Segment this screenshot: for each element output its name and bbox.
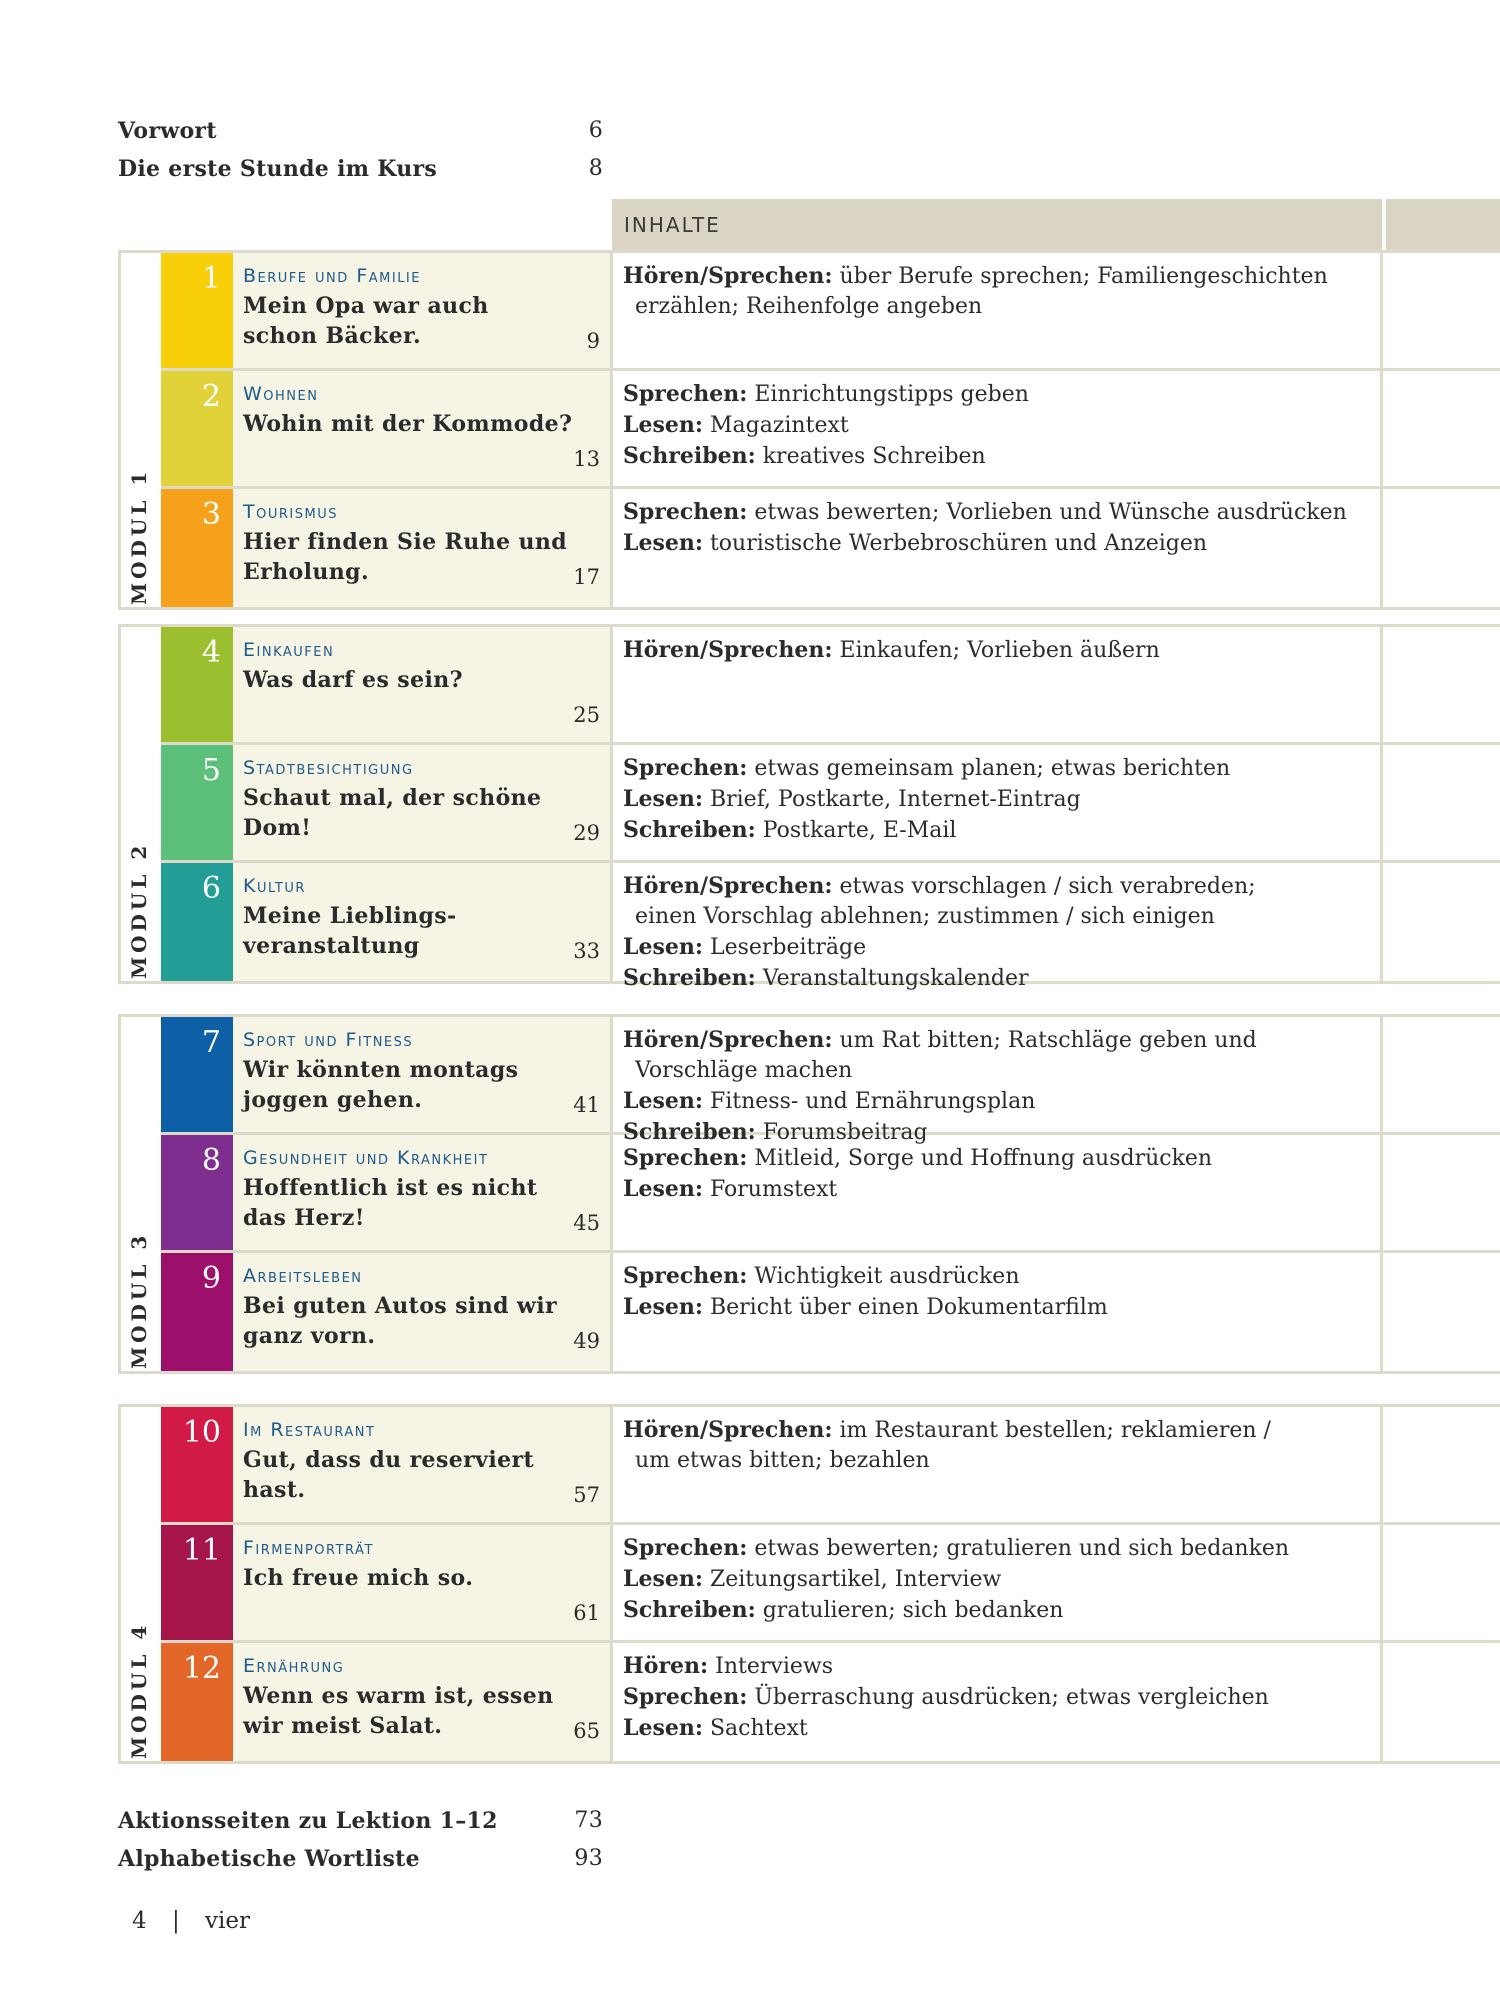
toc-entry-label: Aktionsseiten zu Lektion 1–12 bbox=[118, 1808, 498, 1834]
content-skill: Lesen: bbox=[623, 1294, 703, 1320]
lesson-title: Ich freue mich so. bbox=[243, 1565, 474, 1591]
footer-page-word: vier bbox=[205, 1908, 250, 1934]
lesson-title-cell bbox=[233, 489, 613, 607]
lesson-title-cell bbox=[233, 1017, 613, 1132]
content-skill: Sprechen: bbox=[623, 1145, 748, 1171]
inhalte-header-label: INHALTE bbox=[624, 213, 721, 237]
content-skill: Sprechen: bbox=[623, 499, 748, 525]
lesson-title-cell bbox=[233, 1643, 613, 1761]
content-text: etwas vorschlagen / sich verabreden; bbox=[832, 874, 1256, 899]
modul-label-text: MODUL 1 bbox=[127, 467, 151, 605]
lesson-title: Schaut mal, der schöne Dom! bbox=[243, 785, 542, 841]
toc-entry-wortliste[interactable] bbox=[118, 1846, 603, 1872]
lesson-topic: Tourismus bbox=[243, 501, 338, 523]
content-line bbox=[623, 1651, 1370, 1682]
modul-label-text: MODUL 2 bbox=[127, 841, 151, 979]
lesson-topic: Kultur bbox=[243, 875, 306, 897]
lesson-topic: Wohnen bbox=[243, 383, 319, 405]
footer-page-number: 4 bbox=[132, 1908, 147, 1934]
lesson-title-cell bbox=[233, 627, 613, 742]
toc-entry-page: 8 bbox=[588, 156, 603, 181]
lesson-number: 8 bbox=[161, 1135, 233, 1250]
content-text: erzählen; Reihenfolge angeben bbox=[635, 294, 983, 319]
lesson-number: 5 bbox=[161, 745, 233, 860]
lesson-title: Hier finden Sie Ruhe und Erholung. bbox=[243, 529, 568, 585]
content-text: Magazintext bbox=[702, 413, 849, 438]
content-text: einen Vorschlag ablehnen; zustimmen / sich einigen bbox=[635, 904, 1215, 929]
lesson-title-cell bbox=[233, 371, 613, 486]
content-skill: Sprechen: bbox=[623, 1684, 748, 1710]
lesson-content-cell bbox=[613, 1017, 1383, 1145]
content-text: kreatives Schreiben bbox=[755, 444, 986, 469]
content-line bbox=[623, 410, 1370, 441]
content-text: Vorschläge machen bbox=[635, 1058, 853, 1083]
content-text: um Rat bitten; Ratschläge geben und bbox=[832, 1028, 1257, 1053]
content-text: Zeitungsartikel, Interview bbox=[702, 1567, 1002, 1592]
content-skill: Lesen: bbox=[623, 412, 703, 438]
content-skill: Schreiben: bbox=[623, 965, 756, 991]
module-block bbox=[118, 250, 1500, 610]
content-line bbox=[623, 1713, 1370, 1744]
lesson-title: Bei guten Autos sind wir ganz vorn. bbox=[243, 1293, 558, 1349]
lesson-title: Meine Lieblings- veranstaltung bbox=[243, 903, 457, 959]
lesson-page: 17 bbox=[573, 565, 600, 589]
lesson-content-cell bbox=[613, 253, 1383, 368]
lesson-topic: Ernährung bbox=[243, 1655, 345, 1677]
modul-label-text: MODUL 4 bbox=[127, 1621, 151, 1759]
content-text: um etwas bitten; bezahlen bbox=[635, 1448, 930, 1473]
content-skill: Lesen: bbox=[623, 934, 703, 960]
lesson-content-cell bbox=[613, 489, 1383, 607]
content-line bbox=[623, 815, 1370, 846]
content-text: Leserbeiträge bbox=[702, 935, 867, 960]
lesson-row[interactable] bbox=[161, 1135, 1500, 1253]
content-line bbox=[623, 784, 1370, 815]
modul-label bbox=[121, 1407, 161, 1761]
content-line bbox=[623, 528, 1370, 559]
lesson-page: 65 bbox=[573, 1719, 600, 1743]
modul-label bbox=[121, 1017, 161, 1371]
lesson-row[interactable] bbox=[161, 1643, 1500, 1761]
content-skill: Lesen: bbox=[623, 1088, 703, 1114]
content-text: Veranstaltungskalender bbox=[755, 966, 1029, 991]
lesson-page: 61 bbox=[573, 1601, 600, 1625]
content-line bbox=[623, 635, 1370, 666]
content-text: Forumstext bbox=[702, 1177, 838, 1202]
lesson-topic: Sport und Fitness bbox=[243, 1029, 414, 1051]
content-skill: Lesen: bbox=[623, 530, 703, 556]
lesson-row[interactable] bbox=[161, 745, 1500, 863]
modul-label bbox=[121, 627, 161, 981]
content-text: gratulieren; sich bedanken bbox=[755, 1598, 1064, 1623]
lesson-row[interactable] bbox=[161, 1253, 1500, 1371]
lesson-number: 3 bbox=[161, 489, 233, 607]
content-line bbox=[623, 1056, 1370, 1086]
content-text: touristische Werbebroschüren und Anzeigen bbox=[702, 531, 1208, 556]
toc-entry-erste-stunde[interactable] bbox=[118, 156, 603, 182]
toc-entry-page: 93 bbox=[574, 1846, 603, 1871]
lesson-title: Hoffentlich ist es nicht das Herz! bbox=[243, 1175, 538, 1231]
content-line bbox=[623, 753, 1370, 784]
lesson-number: 11 bbox=[161, 1525, 233, 1640]
lesson-topic: Im Restaurant bbox=[243, 1419, 376, 1441]
content-text: Postkarte, E-Mail bbox=[755, 818, 957, 843]
content-skill: Hören/Sprechen: bbox=[623, 637, 833, 663]
content-skill: Hören/Sprechen: bbox=[623, 1417, 833, 1443]
lesson-title-cell bbox=[233, 1525, 613, 1640]
content-line bbox=[623, 871, 1370, 902]
lesson-topic: Einkaufen bbox=[243, 639, 335, 661]
lesson-row[interactable] bbox=[161, 1407, 1500, 1525]
content-skill: Schreiben: bbox=[623, 443, 756, 469]
lesson-page: 9 bbox=[586, 329, 600, 353]
lesson-number: 12 bbox=[161, 1643, 233, 1761]
toc-entry-aktionsseiten[interactable] bbox=[118, 1808, 603, 1834]
lesson-content-cell bbox=[613, 745, 1383, 860]
lesson-title-cell bbox=[233, 253, 613, 368]
lesson-row[interactable] bbox=[161, 371, 1500, 489]
lesson-content-cell bbox=[613, 1407, 1383, 1522]
content-line bbox=[623, 1086, 1370, 1117]
lesson-row[interactable] bbox=[161, 489, 1500, 607]
lesson-title: Was darf es sein? bbox=[243, 667, 463, 693]
lesson-content-cell bbox=[613, 1643, 1383, 1761]
toc-entry-page: 73 bbox=[574, 1808, 603, 1833]
lesson-page: 33 bbox=[573, 939, 600, 963]
lesson-number: 1 bbox=[161, 253, 233, 368]
lesson-content-cell bbox=[613, 627, 1383, 742]
lesson-number: 10 bbox=[161, 1407, 233, 1522]
page-footer bbox=[132, 1908, 250, 1934]
lesson-topic: Firmenporträt bbox=[243, 1537, 374, 1559]
lesson-title-cell bbox=[233, 1135, 613, 1250]
lesson-content-cell bbox=[613, 1135, 1383, 1250]
lesson-content-cell bbox=[613, 863, 1383, 991]
content-line bbox=[623, 292, 1370, 322]
content-skill: Sprechen: bbox=[623, 755, 748, 781]
lesson-page: 13 bbox=[573, 447, 600, 471]
content-line bbox=[623, 379, 1370, 410]
lesson-title: Wenn es warm ist, essen wir meist Salat. bbox=[243, 1683, 554, 1739]
toc-entry-label: Vorwort bbox=[118, 118, 217, 144]
inhalte-header bbox=[612, 199, 1500, 251]
content-skill: Lesen: bbox=[623, 1176, 703, 1202]
content-line bbox=[623, 441, 1370, 472]
lesson-number: 6 bbox=[161, 863, 233, 981]
content-skill: Hören/Sprechen: bbox=[623, 1027, 833, 1053]
content-line bbox=[623, 963, 1370, 994]
content-skill: Sprechen: bbox=[623, 381, 748, 407]
lesson-title: Wir könnten montags joggen gehen. bbox=[243, 1057, 519, 1113]
footer-separator: | bbox=[171, 1908, 180, 1934]
lesson-row[interactable] bbox=[161, 253, 1500, 371]
content-text: Einkaufen; Vorlieben äußern bbox=[832, 638, 1160, 663]
content-line bbox=[623, 1261, 1370, 1292]
toc-entry-label: Alphabetische Wortliste bbox=[118, 1846, 420, 1872]
lesson-page: 45 bbox=[573, 1211, 600, 1235]
content-line bbox=[623, 932, 1370, 963]
content-skill: Lesen: bbox=[623, 1715, 703, 1741]
lesson-row[interactable] bbox=[161, 627, 1500, 745]
content-line bbox=[623, 1174, 1370, 1205]
module-block bbox=[118, 1404, 1500, 1764]
lesson-number: 9 bbox=[161, 1253, 233, 1371]
toc-entry-label: Die erste Stunde im Kurs bbox=[118, 156, 438, 182]
content-line bbox=[623, 1533, 1370, 1564]
content-skill: Schreiben: bbox=[623, 1119, 756, 1145]
lesson-title: Mein Opa war auch schon Bäcker. bbox=[243, 293, 489, 349]
lesson-topic: Gesundheit und Krankheit bbox=[243, 1147, 489, 1169]
content-line bbox=[623, 1415, 1370, 1446]
content-line bbox=[623, 1025, 1370, 1056]
content-skill: Lesen: bbox=[623, 786, 703, 812]
content-skill: Hören: bbox=[623, 1653, 709, 1679]
lesson-row[interactable] bbox=[161, 863, 1500, 991]
lesson-number: 4 bbox=[161, 627, 233, 742]
content-text: über Berufe sprechen; Familiengeschichten bbox=[832, 264, 1328, 289]
lesson-row[interactable] bbox=[161, 1017, 1500, 1145]
lesson-title: Wohin mit der Kommode? bbox=[243, 411, 573, 437]
lesson-title-cell bbox=[233, 745, 613, 860]
content-text: Wichtigkeit ausdrücken bbox=[747, 1264, 1020, 1289]
content-text: Brief, Postkarte, Internet-Eintrag bbox=[702, 787, 1081, 812]
header-divider bbox=[1382, 199, 1386, 251]
content-skill: Hören/Sprechen: bbox=[623, 873, 833, 899]
lesson-content-cell bbox=[613, 1253, 1383, 1371]
lesson-topic: Berufe und Familie bbox=[243, 265, 421, 287]
content-text: etwas bewerten; Vorlieben und Wünsche ausdrücken bbox=[747, 500, 1347, 525]
content-skill: Sprechen: bbox=[623, 1535, 748, 1561]
content-line bbox=[623, 1595, 1370, 1626]
content-skill: Schreiben: bbox=[623, 817, 756, 843]
content-text: Mitleid, Sorge und Hoffnung ausdrücken bbox=[747, 1146, 1213, 1171]
content-text: etwas bewerten; gratulieren und sich bedanken bbox=[747, 1536, 1290, 1561]
lesson-page: 49 bbox=[573, 1329, 600, 1353]
lesson-number: 2 bbox=[161, 371, 233, 486]
content-text: Überraschung ausdrücken; etwas vergleichen bbox=[747, 1685, 1269, 1710]
content-skill: Lesen: bbox=[623, 1566, 703, 1592]
content-text: Bericht über einen Dokumentarfilm bbox=[702, 1295, 1108, 1320]
content-line bbox=[623, 1682, 1370, 1713]
content-line bbox=[623, 497, 1370, 528]
lesson-row[interactable] bbox=[161, 1525, 1500, 1643]
lesson-content-cell bbox=[613, 371, 1383, 486]
content-text: etwas gemeinsam planen; etwas berichten bbox=[747, 756, 1231, 781]
content-text: Sachtext bbox=[702, 1716, 808, 1741]
content-line bbox=[623, 902, 1370, 932]
content-skill: Hören/Sprechen: bbox=[623, 263, 833, 289]
lesson-page: 57 bbox=[573, 1483, 600, 1507]
modul-label bbox=[121, 253, 161, 607]
module-block bbox=[118, 1014, 1500, 1374]
lesson-title-cell bbox=[233, 1253, 613, 1371]
lesson-topic: Arbeitsleben bbox=[243, 1265, 363, 1287]
content-text: Fitness- und Ernährungsplan bbox=[702, 1089, 1036, 1114]
content-line bbox=[623, 261, 1370, 292]
lesson-content-cell bbox=[613, 1525, 1383, 1640]
lesson-number: 7 bbox=[161, 1017, 233, 1132]
content-text: im Restaurant bestellen; reklamieren / bbox=[832, 1418, 1271, 1443]
module-block bbox=[118, 624, 1500, 991]
lesson-title-cell bbox=[233, 1407, 613, 1522]
content-text: Forumsbeitrag bbox=[755, 1120, 928, 1145]
lesson-page: 25 bbox=[573, 703, 600, 727]
lesson-page: 41 bbox=[573, 1093, 600, 1117]
content-text: Interviews bbox=[708, 1654, 834, 1679]
lesson-title: Gut, dass du reserviert hast. bbox=[243, 1447, 535, 1503]
content-line bbox=[623, 1446, 1370, 1476]
content-text: Einrichtungstipps geben bbox=[747, 382, 1029, 407]
content-line bbox=[623, 1564, 1370, 1595]
toc-entry-vorwort[interactable] bbox=[118, 118, 603, 144]
lesson-page: 29 bbox=[573, 821, 600, 845]
content-line bbox=[623, 1143, 1370, 1174]
lesson-title-cell bbox=[233, 863, 613, 981]
content-line bbox=[623, 1292, 1370, 1323]
content-skill: Schreiben: bbox=[623, 1597, 756, 1623]
lesson-topic: Stadtbesichtigung bbox=[243, 757, 414, 779]
toc-entry-page: 6 bbox=[588, 118, 603, 143]
modul-label-text: MODUL 3 bbox=[127, 1231, 151, 1369]
content-skill: Sprechen: bbox=[623, 1263, 748, 1289]
